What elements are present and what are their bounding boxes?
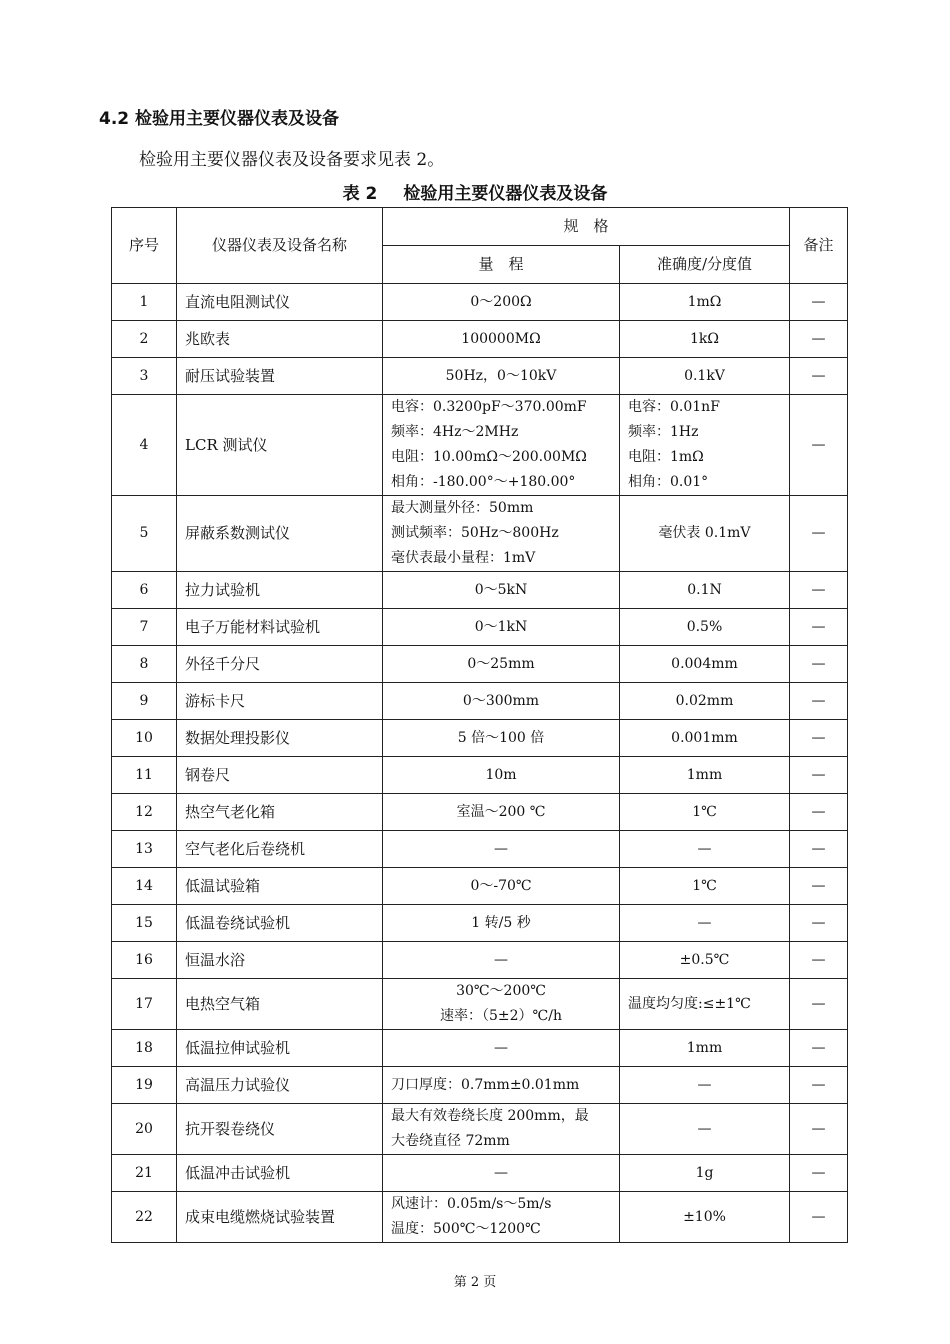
row-seq: 18 [112,1030,177,1067]
accuracy-line: ±10% [683,1208,726,1225]
table-row [112,683,848,720]
row-note: — [790,1030,848,1067]
row-name: 兆欧表 [177,321,383,358]
row-accuracy [620,321,790,358]
row-name: 拉力试验机 [177,572,383,609]
row-range [383,905,620,942]
accuracy-line: 1kΩ [690,330,719,347]
row-accuracy [620,942,790,979]
row-seq: 4 [112,395,177,496]
row-note: — [790,1067,848,1104]
table-row [112,1192,848,1243]
accuracy-line: 相角：0.01° [628,474,709,490]
row-seq: 13 [112,831,177,868]
row-range [383,572,620,609]
row-note: — [790,757,848,794]
row-name: 空气老化后卷绕机 [177,831,383,868]
row-accuracy [620,979,790,1030]
row-seq: 9 [112,683,177,720]
row-accuracy [620,905,790,942]
row-accuracy [620,683,790,720]
range-line: 0～25mm [467,655,535,672]
table-row [112,942,848,979]
row-range [383,1155,620,1192]
table-caption [0,179,950,204]
range-line: 最大测量外径：50mm [391,500,534,516]
range-line: 频率：4Hz～2MHz [391,424,519,440]
row-seq: 20 [112,1104,177,1155]
row-name: 低温冲击试验机 [177,1155,383,1192]
range-line: — [494,1039,508,1056]
header-range: 量 程 [383,246,620,284]
row-note: — [790,321,848,358]
table-row [112,321,848,358]
row-seq: 12 [112,794,177,831]
row-note: — [790,942,848,979]
table-row [112,358,848,395]
range-line: 0～5kN [474,581,528,598]
row-range [383,794,620,831]
row-accuracy [620,572,790,609]
accuracy-line: — [697,1120,712,1137]
table-row [112,609,848,646]
row-name: 直流电阻测试仪 [177,284,383,321]
table-row [112,1104,848,1155]
table-row [112,720,848,757]
accuracy-line: — [697,840,712,857]
row-note: — [790,1155,848,1192]
header-note: 备注 [790,208,848,284]
accuracy-line: 频率：1Hz [628,424,699,440]
row-name: 成束电缆燃烧试验装置 [177,1192,383,1243]
row-range [383,321,620,358]
row-seq: 15 [112,905,177,942]
row-range [383,683,620,720]
section-heading: 4.2 检验用主要仪器仪表及设备 [99,109,340,129]
accuracy-line: 0.001mm [671,729,738,746]
accuracy-line: 0.1N [687,581,722,598]
range-line: 相角：-180.00°～+180.00° [391,474,576,490]
row-note: — [790,572,848,609]
accuracy-line: 1g [695,1164,714,1181]
row-range [383,1030,620,1067]
row-range [383,646,620,683]
row-seq: 21 [112,1155,177,1192]
range-line: 0～300mm [462,692,540,709]
row-range [383,1104,620,1155]
row-accuracy [620,868,790,905]
table-row [112,979,848,1030]
accuracy-line: — [697,914,712,931]
row-accuracy [620,757,790,794]
table-row [112,905,848,942]
instrument-table [111,207,848,1243]
header-seq: 序号 [112,208,177,284]
range-line: 最大有效卷绕长度 200mm，最 [391,1108,589,1124]
table-row [112,284,848,321]
row-accuracy [620,831,790,868]
row-name: 耐压试验装置 [177,358,383,395]
row-seq: 14 [112,868,177,905]
row-name: 电子万能材料试验机 [177,609,383,646]
accuracy-line: 1℃ [692,877,717,894]
accuracy-line: — [697,1076,712,1093]
row-accuracy [620,496,790,572]
accuracy-line: 电容：0.01nF [628,399,720,415]
row-name: LCR 测试仪 [177,395,383,496]
row-note: — [790,683,848,720]
row-range [383,720,620,757]
row-range [383,757,620,794]
row-name: 高温压力试验仪 [177,1067,383,1104]
table-row [112,757,848,794]
range-line: 温度：500℃～1200℃ [391,1221,541,1237]
row-accuracy [620,1192,790,1243]
table-row [112,831,848,868]
row-name: 低温拉伸试验机 [177,1030,383,1067]
row-name: 电热空气箱 [177,979,383,1030]
row-accuracy [620,609,790,646]
row-range [383,1067,620,1104]
row-note: — [790,646,848,683]
row-name: 游标卡尺 [177,683,383,720]
accuracy-line: 0.1kV [684,367,725,384]
table-row [112,496,848,572]
row-name: 抗开裂卷绕仪 [177,1104,383,1155]
range-line: 50Hz，0～10kV [445,367,557,384]
row-range [383,831,620,868]
table-row [112,395,848,496]
row-name: 恒温水浴 [177,942,383,979]
row-range [383,1192,620,1243]
range-line: 0～-70℃ [470,877,532,894]
table-row [112,572,848,609]
row-name: 热空气老化箱 [177,794,383,831]
row-note: — [790,868,848,905]
section-intro: 检验用主要仪器仪表及设备要求见表 2。 [139,150,445,170]
row-seq: 2 [112,321,177,358]
range-line: 刀口厚度：0.7mm±0.01mm [391,1076,580,1093]
accuracy-line: 1mm [686,1039,723,1056]
row-note: — [790,794,848,831]
row-note: — [790,496,848,572]
row-accuracy [620,358,790,395]
row-name: 外径千分尺 [177,646,383,683]
table-caption-label: 表 2 [342,184,378,204]
row-accuracy [620,794,790,831]
row-seq: 3 [112,358,177,395]
row-seq: 10 [112,720,177,757]
accuracy-line: 0.004mm [671,655,738,672]
range-line: 室温～200 ℃ [456,803,546,820]
range-line: 测试频率：50Hz～800Hz [391,525,559,541]
row-accuracy [620,646,790,683]
header-spec: 规 格 [383,208,790,246]
row-note: — [790,1104,848,1155]
row-accuracy [620,1067,790,1104]
table-row [112,1030,848,1067]
row-note: — [790,609,848,646]
range-line: 毫伏表最小量程：1mV [391,550,536,566]
accuracy-line: 温度均匀度:≤±1℃ [628,995,751,1012]
row-note: — [790,831,848,868]
row-seq: 6 [112,572,177,609]
row-range [383,868,620,905]
row-accuracy [620,1155,790,1192]
row-name: 低温试验箱 [177,868,383,905]
range-line: 100000MΩ [461,330,541,347]
range-line: 5 倍～100 倍 [457,729,545,746]
range-line: 0～200Ω [470,293,532,310]
range-line: 30℃～200℃ [456,983,546,999]
accuracy-line: ±0.5℃ [679,951,730,968]
accuracy-line: 1mm [686,766,723,783]
row-note: — [790,358,848,395]
table-row [112,1067,848,1104]
row-range [383,358,620,395]
row-note: — [790,905,848,942]
row-seq: 8 [112,646,177,683]
table-row [112,794,848,831]
row-accuracy [620,1104,790,1155]
row-accuracy [620,284,790,321]
table-row [112,1155,848,1192]
table-body [112,284,848,1243]
range-line: 0～1kN [474,618,528,635]
row-seq: 16 [112,942,177,979]
row-name: 低温卷绕试验机 [177,905,383,942]
row-name: 钢卷尺 [177,757,383,794]
accuracy-line: 毫伏表 0.1mV [658,525,751,541]
row-note: — [790,284,848,321]
row-note: — [790,395,848,496]
row-range [383,942,620,979]
row-range [383,395,620,496]
header-name: 仪器仪表及设备名称 [177,208,383,284]
row-range [383,284,620,321]
row-range [383,609,620,646]
row-seq: 1 [112,284,177,321]
row-accuracy [620,395,790,496]
table-row [112,868,848,905]
row-note: — [790,979,848,1030]
range-line: — [494,1164,508,1181]
row-accuracy [620,720,790,757]
row-name: 屏蔽系数测试仪 [177,496,383,572]
range-line: 大卷绕直径 72mm [391,1133,510,1149]
row-note: — [790,1192,848,1243]
accuracy-line: 1mΩ [687,293,722,310]
range-line: 1 转/5 秒 [471,914,531,931]
row-seq: 11 [112,757,177,794]
row-seq: 5 [112,496,177,572]
range-line: 电阻：10.00mΩ～200.00MΩ [391,449,587,465]
table-row [112,646,848,683]
range-line: 电容：0.3200pF～370.00mF [391,399,587,415]
accuracy-line: 0.02mm [675,692,734,709]
row-seq: 17 [112,979,177,1030]
row-accuracy [620,1030,790,1067]
row-range [383,979,620,1030]
row-seq: 19 [112,1067,177,1104]
range-line: 风速计：0.05m/s～5m/s [391,1196,552,1212]
range-line: — [494,951,508,968]
accuracy-line: 1℃ [692,803,717,820]
page-footer: 第 2 页 [453,1275,497,1290]
row-note: — [790,720,848,757]
row-name: 数据处理投影仪 [177,720,383,757]
table-caption-title: 检验用主要仪器仪表及设备 [403,184,608,204]
range-line: — [494,840,508,857]
row-seq: 7 [112,609,177,646]
accuracy-line: 电阻：1mΩ [628,449,704,465]
row-seq: 22 [112,1192,177,1243]
accuracy-line: 0.5% [686,618,723,635]
range-line: 10m [485,766,517,783]
row-range [383,496,620,572]
header-accuracy: 准确度/分度值 [620,246,790,284]
range-line: 速率：（5±2）℃/h [440,1008,562,1024]
